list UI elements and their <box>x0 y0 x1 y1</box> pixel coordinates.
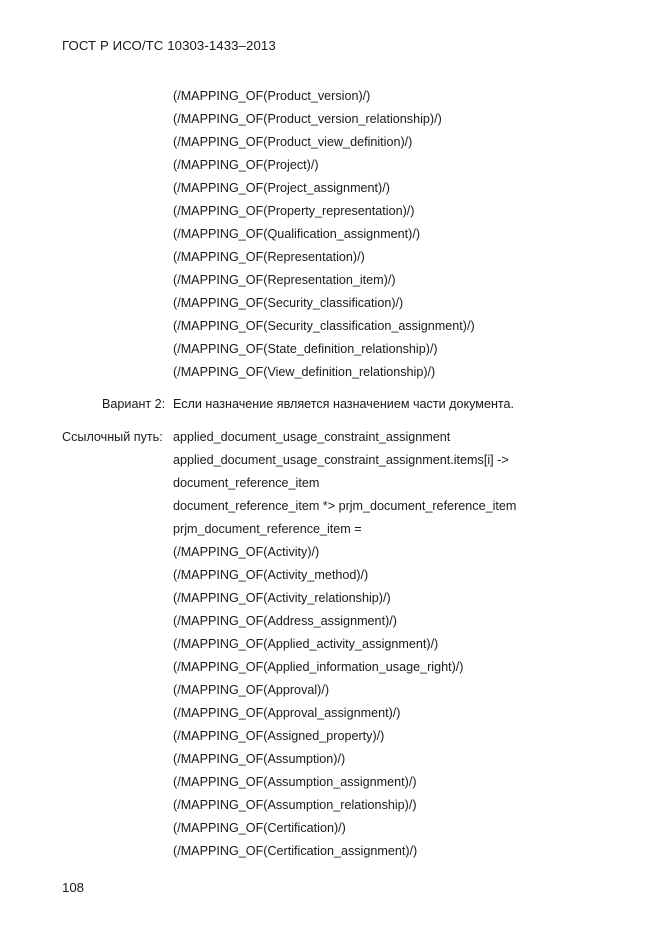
reference-path-line: (/MAPPING_OF(Activity_method)/) <box>173 568 369 582</box>
reference-path-line: (/MAPPING_OF(Assumption_relationship)/) <box>173 798 417 812</box>
reference-path-line: document_reference_item <box>173 476 320 490</box>
reference-path-line: document_reference_item *> prjm_document_reference_item <box>173 499 517 513</box>
mapping-line: (/MAPPING_OF(Security_classification_assignment)/) <box>173 319 475 333</box>
mapping-line: (/MAPPING_OF(Qualification_assignment)/) <box>173 227 421 241</box>
mapping-line: (/MAPPING_OF(View_definition_relationship)/) <box>173 365 436 379</box>
mapping-line: (/MAPPING_OF(Property_representation)/) <box>173 204 415 218</box>
mapping-line: (/MAPPING_OF(Project_assignment)/) <box>173 181 390 195</box>
reference-path-line: applied_document_usage_constraint_assignment <box>173 430 451 444</box>
page-number: 108 <box>62 880 85 895</box>
reference-path-line: prjm_document_reference_item = <box>173 522 362 536</box>
reference-path-line: (/MAPPING_OF(Approval)/) <box>173 683 330 697</box>
mapping-line: (/MAPPING_OF(Project)/) <box>173 158 319 172</box>
reference-path-line: applied_document_usage_constraint_assignment.items[i] -> <box>173 453 509 467</box>
document-header: ГОСТ Р ИСО/ТС 10303-1433–2013 <box>62 38 276 53</box>
reference-path-line: (/MAPPING_OF(Activity_relationship)/) <box>173 591 391 605</box>
reference-path-line: (/MAPPING_OF(Activity)/) <box>173 545 320 559</box>
reference-path-line: (/MAPPING_OF(Address_assignment)/) <box>173 614 397 628</box>
variant-text: Если назначение является назначением части документа. <box>173 397 515 411</box>
reference-path-line: (/MAPPING_OF(Certification_assignment)/) <box>173 844 418 858</box>
reference-path-label: Ссылочный путь: <box>62 430 163 444</box>
reference-path-line: (/MAPPING_OF(Certification)/) <box>173 821 346 835</box>
mapping-line: (/MAPPING_OF(Representation_item)/) <box>173 273 396 287</box>
mapping-line: (/MAPPING_OF(Representation)/) <box>173 250 365 264</box>
mapping-line: (/MAPPING_OF(Product_view_definition)/) <box>173 135 413 149</box>
mapping-line: (/MAPPING_OF(State_definition_relationship)/) <box>173 342 438 356</box>
variant-label: Вариант 2: <box>102 397 166 411</box>
mapping-line: (/MAPPING_OF(Security_classification)/) <box>173 296 404 310</box>
reference-path-line: (/MAPPING_OF(Approval_assignment)/) <box>173 706 401 720</box>
reference-path-line: (/MAPPING_OF(Assigned_property)/) <box>173 729 385 743</box>
mapping-line: (/MAPPING_OF(Product_version_relationship)/) <box>173 112 442 126</box>
mapping-line: (/MAPPING_OF(Product_version)/) <box>173 89 371 103</box>
reference-path-line: (/MAPPING_OF(Assumption)/) <box>173 752 346 766</box>
reference-path-line: (/MAPPING_OF(Applied_activity_assignment)/) <box>173 637 439 651</box>
reference-path-line: (/MAPPING_OF(Assumption_assignment)/) <box>173 775 417 789</box>
reference-path-line: (/MAPPING_OF(Applied_information_usage_right)/) <box>173 660 464 674</box>
